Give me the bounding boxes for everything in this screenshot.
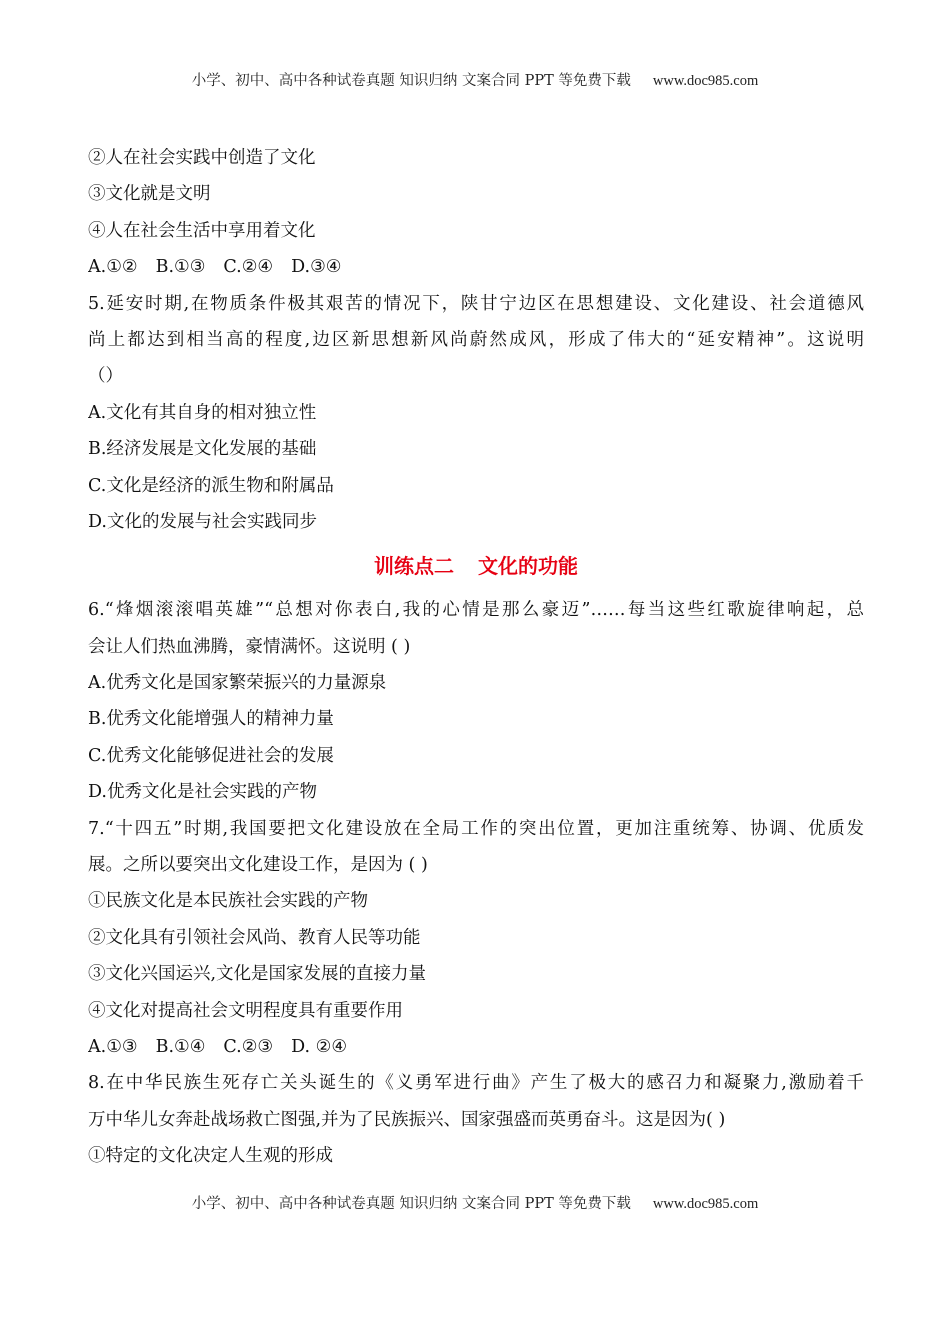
- q5-stem-line-2: 尚上都达到相当高的程度,边区新思想新风尚蔚然成风，形成了伟大的“延安精神”。这说明: [88, 329, 864, 350]
- document-body: [88, 140, 864, 1175]
- q4-options: [88, 249, 864, 285]
- header-site: www.doc985.com: [652, 73, 759, 89]
- section-heading-part-1: 训练点二: [374, 554, 454, 579]
- q8-stem-line-2: 万中华儿女奔赴战场救亡图强,并为了民族振兴、国家强盛而英勇奋斗。这是因为( ): [88, 1109, 726, 1130]
- q7-option-b: B.①④: [155, 1036, 206, 1057]
- q6-option-d: D.优秀文化是社会实践的产物: [88, 782, 317, 803]
- q5-option-d: D.文化的发展与社会实践同步: [88, 511, 317, 532]
- q4-item-4: ④人在社会生活中享用着文化: [88, 220, 316, 241]
- q5-option-b: B.经济发展是文化发展的基础: [88, 439, 317, 460]
- q5-option-c: C.文化是经济的派生物和附属品: [88, 475, 334, 496]
- q7-item-2: ②文化具有引领社会风尚、教育人民等功能: [88, 927, 421, 948]
- q7-stem-line-2: 展。之所以要突出文化建设工作，是因为 ( ): [88, 855, 428, 876]
- page-header: [0, 69, 950, 90]
- footer-site: www.doc985.com: [652, 1196, 759, 1212]
- q7-item-1: ①民族文化是本民族社会实践的产物: [88, 891, 368, 912]
- q6-option-a: A.优秀文化是国家繁荣振兴的力量源泉: [88, 673, 387, 694]
- q8-item-1: ①特定的文化决定人生观的形成: [88, 1146, 333, 1167]
- q4-item-2: ②人在社会实践中创造了文化: [88, 148, 316, 168]
- q6-stem-line-1: 6.“烽烟滚滚唱英雄”“总想对你表白,我的心情是那么豪迈”……每当这些红歌旋律响起，总: [88, 600, 864, 621]
- q4-option-b: B.①③: [155, 257, 206, 278]
- page-footer: [0, 1192, 950, 1213]
- q5-stem-line-1: 5.延安时期,在物质条件极其艰苦的情况下，陕甘宁边区在思想建设、文化建设、社会道德风: [88, 293, 864, 314]
- q7-option-a: A.①③: [88, 1036, 138, 1057]
- section-heading-part-2: 文化的功能: [478, 554, 578, 579]
- q4-option-d: D.③④: [291, 257, 342, 278]
- q7-option-c: C.②③: [223, 1036, 274, 1057]
- q5-option-a: A.文化有其自身的相对独立性: [88, 402, 317, 423]
- q7-item-3: ③文化兴国运兴,文化是国家发展的直接力量: [88, 964, 427, 985]
- section-heading: [88, 540, 864, 592]
- q6-stem-line-2: 会让人们热血沸腾，豪情满怀。这说明 ( ): [88, 636, 411, 657]
- q7-options: [88, 1029, 864, 1065]
- q4-item-3: ③文化就是文明: [88, 184, 211, 205]
- q6-option-b: B.优秀文化能增强人的精神力量: [88, 709, 334, 730]
- q7-option-d: D. ②④: [291, 1036, 348, 1057]
- header-text: 小学、初中、高中各种试卷真题 知识归纳 文案合同 PPT 等免费下载: [191, 73, 631, 89]
- footer-text: 小学、初中、高中各种试卷真题 知识归纳 文案合同 PPT 等免费下载: [191, 1196, 631, 1212]
- q7-item-4: ④文化对提高社会文明程度具有重要作用: [88, 1000, 403, 1021]
- q4-option-a: A.①②: [88, 257, 138, 278]
- q6-option-c: C.优秀文化能够促进社会的发展: [88, 745, 334, 766]
- q8-stem-line-1: 8.在中华民族生死存亡关头诞生的《义勇军进行曲》产生了极大的感召力和凝聚力,激励着千: [88, 1073, 864, 1094]
- q4-option-c: C.②④: [223, 257, 274, 278]
- q5-stem-line-3: （）: [88, 366, 123, 387]
- q7-stem-line-1: 7.“十四五”时期,我国要把文化建设放在全局工作的突出位置，更加注重统筹、协调、优质发: [88, 818, 864, 839]
